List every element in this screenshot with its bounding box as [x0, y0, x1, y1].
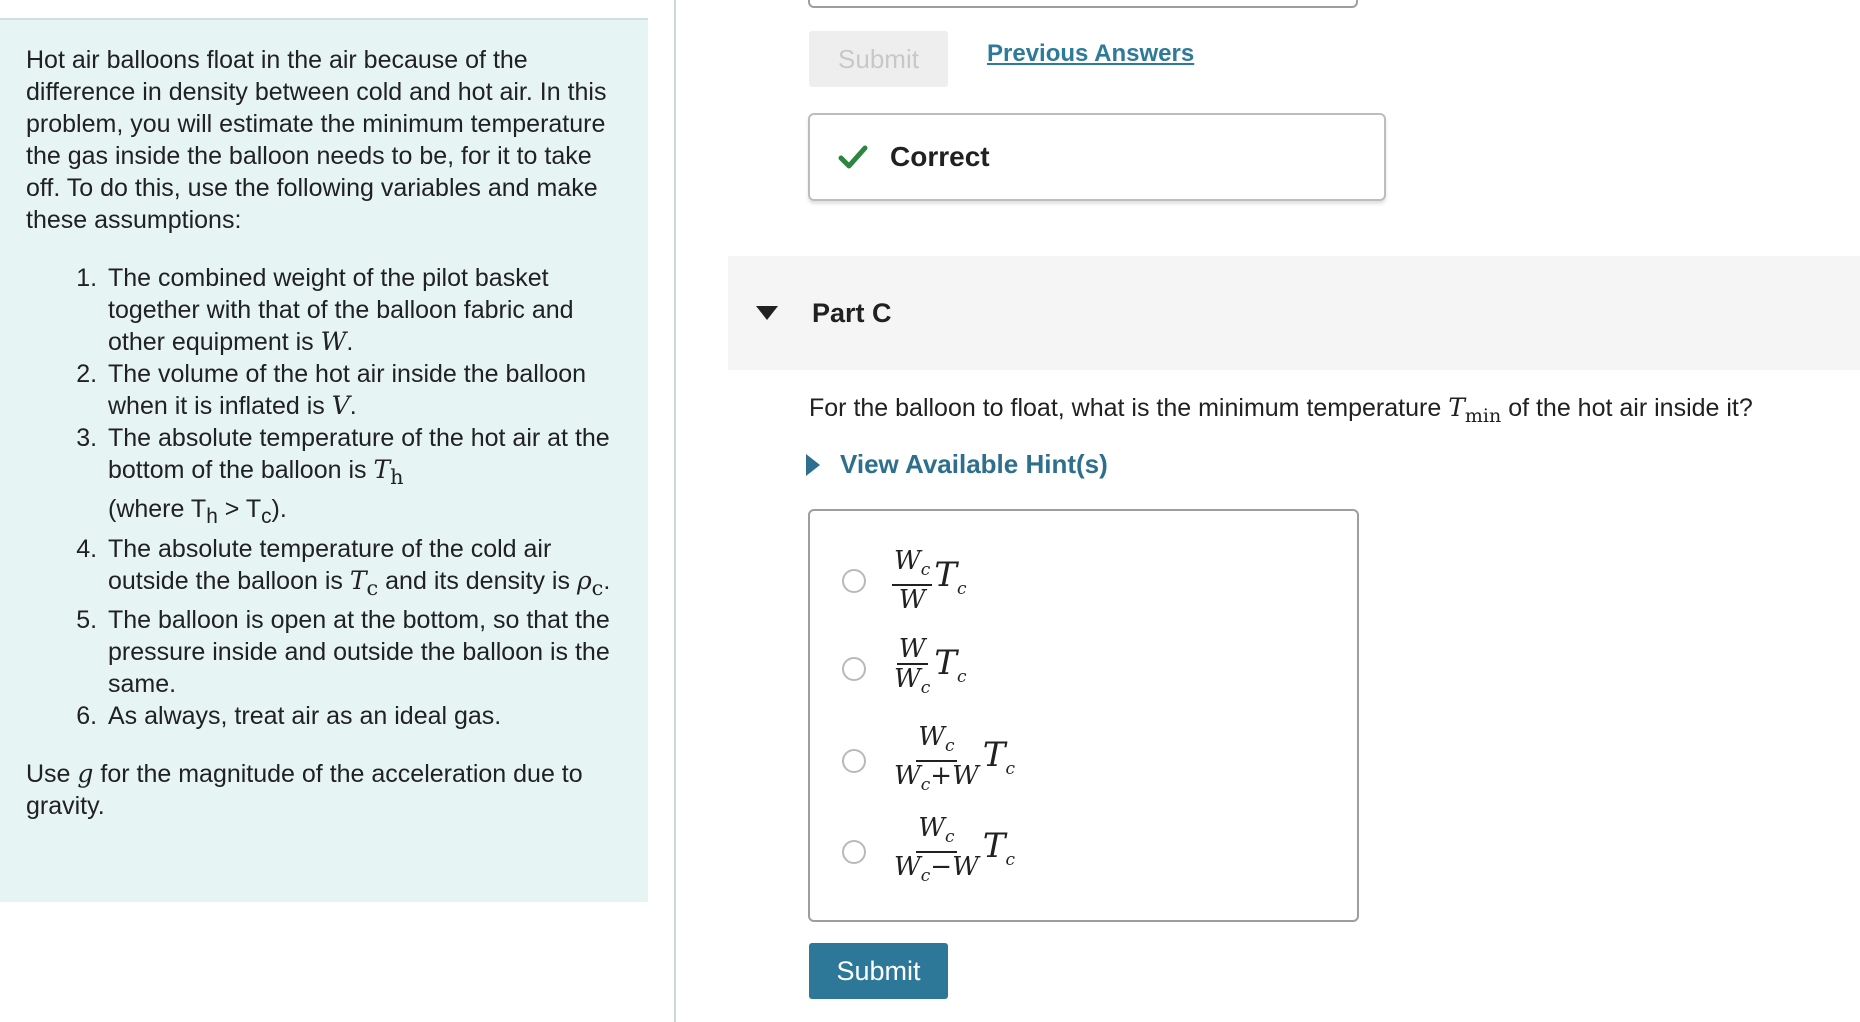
answer-choices [808, 509, 1359, 922]
feedback-label: Correct [890, 141, 990, 172]
previous-answers-link[interactable]: Previous Answers [987, 40, 1195, 67]
feedback-correct [808, 113, 1386, 201]
problem-intro: Hot air balloons float in the air because of the difference in density between cold and hot air. In this problem, you will estimate the minimum temperature the gas inside the balloon needs to be, for it to take off. To do this, use the following variables and make these assumptions: [26, 46, 607, 234]
column-divider [674, 0, 676, 1022]
assumption-item: 2. The volume of the hot air inside the balloon when it is inflated is V. [104, 358, 622, 422]
radio-button[interactable] [842, 657, 866, 681]
math-var: V [331, 391, 350, 420]
choice-item[interactable] [810, 547, 966, 614]
choice-item[interactable] [810, 814, 1015, 890]
assumption-item: 1. The combined weight of the pilot basket together with that of the balloon fabric and other equipment is W. [104, 262, 622, 358]
math-var: $\rho_c$ [576, 566, 604, 600]
assumption-item: 4. The absolute temperature of the cold air outside the balloon is $T_c$ and its density is $\rho_c$. [104, 533, 622, 604]
assumption-item: 5. The balloon is open at the bottom, so that the pressure inside and outside the balloon is the same. [104, 604, 622, 700]
radio-button[interactable] [842, 749, 866, 773]
gravity-note: Use g for the magnitude of the acceleration due to gravity. [26, 759, 583, 820]
submit-button[interactable]: Submit [809, 943, 948, 999]
question-text: For the balloon to float, what is the minimum temperature $T_{min}$ of the hot air inside it? [809, 393, 1753, 427]
choice-item[interactable] [810, 635, 966, 702]
assumptions-list [26, 262, 622, 732]
math-var: $T_h$ [373, 455, 404, 489]
previous-answer-box [808, 0, 1358, 8]
caret-down-icon[interactable] [756, 306, 778, 320]
hint-label[interactable]: View Available Hint(s) [840, 449, 1108, 479]
radio-button[interactable] [842, 569, 866, 593]
choice-item[interactable] [810, 723, 1015, 799]
assumption-item: 3. The absolute temperature of the hot air at the bottom of the balloon is $T_h$ (where $T_h > T_c$). [104, 422, 622, 533]
choice-expression: $\frac{W}{W_c}$ $T_c$ [894, 634, 967, 699]
part-c-header[interactable] [728, 256, 1860, 370]
math-paren: (where $T_h > T_c$). [108, 495, 287, 528]
caret-right-icon[interactable] [806, 454, 820, 476]
previous-submit-button: Submit [809, 31, 948, 87]
part-title: Part C [812, 297, 892, 328]
choice-expression: $\frac{W_c}{W_c+W}$ $T_c$ [894, 722, 1016, 796]
problem-statement-panel [0, 18, 648, 902]
math-var: $T_{min}$ [1448, 393, 1502, 427]
check-icon [838, 142, 868, 172]
view-hints-toggle[interactable] [806, 449, 1108, 480]
radio-button[interactable] [842, 840, 866, 864]
math-var: W [320, 327, 347, 356]
assumption-item: 6. As always, treat air as an ideal gas. [104, 700, 622, 732]
choice-expression: $\frac{W_c}{W}$ $T_c$ [894, 546, 967, 616]
choice-expression: $\frac{W_c}{W_c-W}$ $T_c$ [894, 813, 1016, 887]
math-var: $T_c$ [349, 566, 379, 600]
